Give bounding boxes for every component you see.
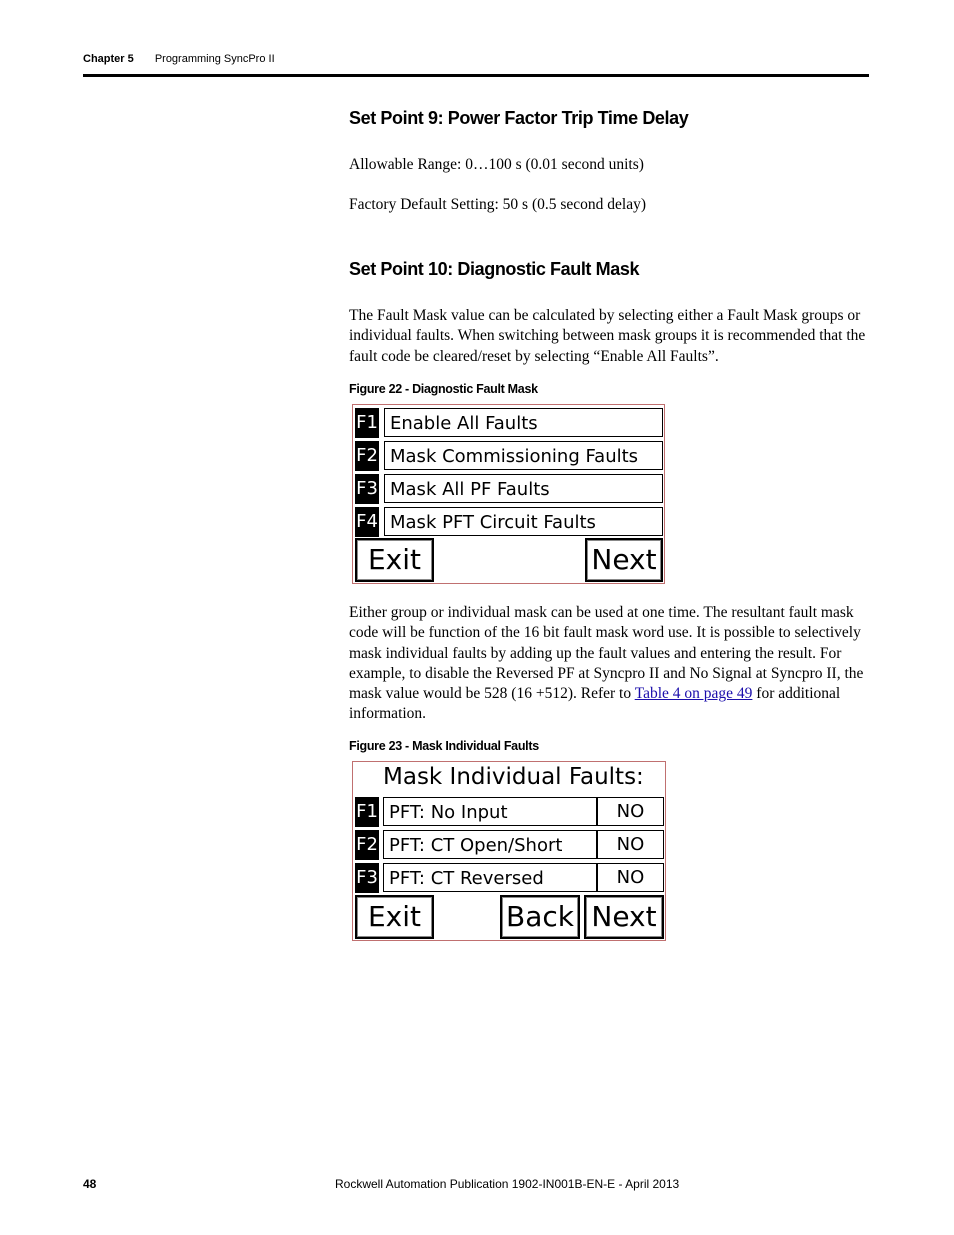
mask-commissioning-faults-option[interactable]: Mask Commissioning Faults: [384, 441, 663, 470]
pft-no-input-option[interactable]: PFT: No Input: [383, 797, 597, 826]
next-button[interactable]: Next: [584, 895, 664, 939]
pft-ct-reversed-option[interactable]: PFT: CT Reversed: [383, 863, 597, 892]
header-rule: [83, 74, 869, 77]
figure22-screen: [352, 404, 665, 584]
back-button[interactable]: Back: [500, 895, 580, 939]
f1-key[interactable]: F1: [355, 797, 379, 827]
figure23-caption: Figure 23 - Mask Individual Faults: [349, 739, 539, 753]
section10-para2: Either group or individual mask can be used at one time. The resultant fault mask code will be function of the 16 bit fault mask word use. It is possible to selectively mask individual faults by adding up the fault values and entering the result. For example, to disable the Reversed PF at Syncpro II and No Signal at Syncpro II, the mask value would be 528 (16 +512). Refer to Table 4 on page 49 for additional information.: [349, 604, 864, 723]
f2-key[interactable]: F2: [355, 830, 379, 860]
f3-key[interactable]: F3: [355, 474, 379, 504]
figure22-caption: Figure 22 - Diagnostic Fault Mask: [349, 382, 538, 396]
section9-range: Allowable Range: 0…100 s (0.01 second units): [349, 156, 644, 173]
section10-heading: Set Point 10: Diagnostic Fault Mask: [349, 259, 640, 279]
exit-button[interactable]: Exit: [355, 538, 434, 582]
pft-ct-open-short-value: NO: [597, 830, 664, 859]
publication-info: Rockwell Automation Publication 1902-IN001B-EN-E - April 2013: [335, 1177, 680, 1191]
table4-link[interactable]: Table 4 on page 49: [634, 685, 753, 703]
exit-button[interactable]: Exit: [355, 895, 434, 939]
section10-intro: The Fault Mask value can be calculated by selecting either a Fault Mask groups or individual faults. When switching between mask groups it is recommended that the fault code be cleared/reset by selecting “Enable All Faults”.: [349, 307, 866, 365]
enable-all-faults-option[interactable]: Enable All Faults: [384, 408, 663, 437]
chapter-title: Programming SyncPro II: [154, 53, 275, 65]
mask-all-pf-faults-option[interactable]: Mask All PF Faults: [384, 474, 663, 503]
f1-key[interactable]: F1: [355, 408, 379, 438]
page-header: [83, 53, 275, 65]
next-button[interactable]: Next: [585, 538, 663, 582]
f4-key[interactable]: F4: [355, 507, 379, 537]
pft-ct-reversed-value: NO: [597, 863, 664, 892]
screen-title: Mask Individual Faults:: [383, 764, 644, 790]
section9-heading: Set Point 9: Power Factor Trip Time Delay: [349, 108, 689, 128]
pft-ct-open-short-option[interactable]: PFT: CT Open/Short: [383, 830, 597, 859]
chapter-label: Chapter 5: [83, 53, 134, 65]
page-number: 48: [83, 1177, 97, 1191]
mask-pft-circuit-faults-option[interactable]: Mask PFT Circuit Faults: [384, 507, 663, 536]
f2-key[interactable]: F2: [355, 441, 379, 471]
pft-no-input-value: NO: [597, 797, 664, 826]
figure23-screen: [352, 761, 666, 941]
section9-default: Factory Default Setting: 50 s (0.5 second delay): [349, 196, 647, 213]
f3-key[interactable]: F3: [355, 863, 379, 893]
